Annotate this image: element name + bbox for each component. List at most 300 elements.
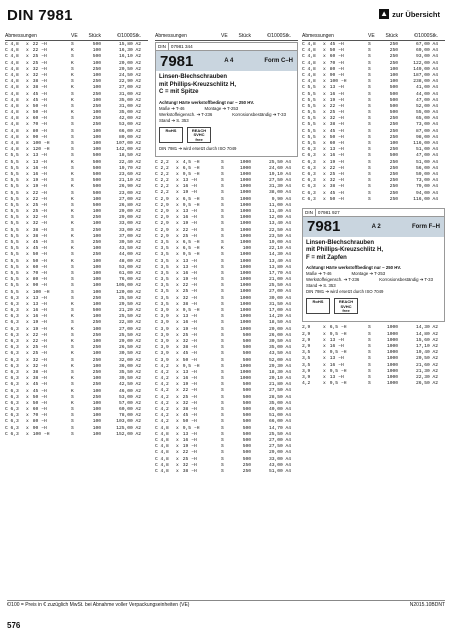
hardness-note: Achtung! Härte werkstoffbedingt nur ~ 250 HV. (159, 99, 254, 105)
dimension-cell: C 4,8 (5, 54, 19, 60)
length-cell: 25 (182, 456, 189, 462)
length-cell: 50 (32, 394, 39, 400)
price-cell: 76,00 A2 (118, 277, 141, 283)
times-cell: x (26, 72, 29, 78)
pack-type-cell: S (221, 376, 224, 382)
drive-cell: –H (191, 320, 197, 326)
length-cell: 19 (182, 190, 189, 196)
quantity-cell: 100 (389, 72, 398, 78)
table-row (302, 381, 445, 387)
quantity-cell: 100 (389, 79, 398, 85)
length-cell: 45 (32, 246, 39, 252)
times-cell: x (26, 363, 29, 369)
length-cell: 32 (329, 116, 336, 122)
drive-cell: –H (41, 369, 47, 375)
quantity-cell: 1000 (239, 209, 251, 214)
times-cell: x (26, 184, 29, 190)
times-cell: x (176, 320, 179, 326)
drive-cell: –H (341, 331, 347, 337)
quantity-cell: 1000 (239, 215, 251, 221)
dimension-cell: C 4,8 (5, 116, 19, 122)
pack-type-cell: S (221, 289, 224, 295)
dimension-cell: C 3,9 (155, 314, 169, 320)
drive-cell: –H (41, 60, 47, 66)
length-cell: 9,5 (329, 368, 339, 374)
dimension-cell: C 2,9 (155, 196, 169, 202)
price-cell: 26,50 A2 (118, 345, 141, 351)
length-cell: 32 (329, 178, 336, 184)
drive-cell: –H (41, 277, 47, 283)
ref-link-werkstoff[interactable]: Werkstoffeigensch. ➔ T-236 (306, 277, 360, 283)
dimension-cell: C 6,3 (5, 369, 19, 375)
overview-link[interactable] (379, 9, 440, 19)
pack-type-cell: S (221, 202, 224, 208)
times-cell: x (26, 326, 29, 332)
dimension-cell: C 5,5 (5, 283, 19, 289)
dimension-cell: C 6,3 (5, 388, 19, 394)
dimension-cell: C 4,2 (155, 369, 169, 375)
drive-cell: –H (191, 338, 197, 344)
drive-cell: –H (338, 343, 344, 349)
quantity-cell: 250 (242, 468, 251, 474)
drive-cell: –H (41, 153, 47, 159)
quantity-cell: 100 (92, 60, 101, 66)
dimension-cell: C 6,3 (302, 147, 316, 153)
price-cell: 51,00 A4 (415, 159, 438, 165)
ref-link-masse[interactable]: Maße ➔ T-46 (306, 271, 332, 277)
times-cell: x (26, 66, 29, 72)
times-cell: x (323, 116, 326, 122)
quantity-cell: 100 (92, 264, 101, 270)
dimension-cell: C 4,8 (155, 425, 169, 431)
quantity-cell: 500 (92, 202, 101, 208)
price-cell: 116,00 A4 (413, 196, 438, 202)
drive-cell: –H (338, 85, 344, 91)
price-cell: 14,30 A2 (415, 325, 438, 331)
dimension-cell: C 6,3 (5, 326, 19, 332)
dimension-cell: C 6,3 (5, 394, 19, 400)
quantity-cell: 1000 (239, 283, 251, 289)
length-cell: 19 (329, 97, 336, 103)
quantity-cell: 250 (92, 91, 101, 97)
stand-ref[interactable]: Stand ➔ S. 353 (306, 283, 336, 289)
ref-link-montage[interactable]: Montage ➔ T-253 (351, 271, 386, 277)
quantity-cell: 250 (389, 128, 398, 134)
times-cell: x (176, 258, 179, 264)
length-cell: 32 (32, 357, 39, 363)
price-cell: 53,00 A2 (118, 122, 141, 128)
quantity-cell: 1000 (386, 337, 398, 343)
length-cell: 22 (182, 450, 189, 456)
pack-type-cell: K (71, 326, 74, 332)
drive-cell: –H (41, 103, 47, 109)
price-cell: 94,00 A4 (415, 190, 438, 196)
pack-type-cell: S (221, 437, 224, 443)
times-cell: x (26, 357, 29, 363)
quantity-cell: 250 (92, 345, 101, 351)
pack-type-cell: S (71, 394, 74, 400)
times-cell: x (323, 343, 326, 349)
price-cell: 33,00 A4 (268, 456, 291, 462)
dimension-cell: C 4,8 (155, 437, 169, 443)
dimension-cell: C 3,9 (155, 357, 169, 363)
quantity-cell: 500 (242, 450, 251, 456)
pack-type-cell: S (221, 456, 224, 462)
price-cell: 25,50 A2 (118, 332, 141, 338)
dimension-cell: C 4,2 (155, 419, 169, 425)
drive-cell: –H (191, 431, 197, 437)
pack-type-cell: K (71, 363, 74, 369)
length-cell: 50 (32, 258, 39, 264)
drive-cell: –H (41, 165, 47, 171)
replacement-note: DIN 7981 ➔ wird ersetzt durch ISO 7049 (306, 289, 384, 295)
quantity-cell: 1000 (239, 308, 251, 313)
column-header: Abmessungen VE Stück €/1000Stk. (155, 33, 298, 41)
pack-type-cell: S (71, 413, 74, 419)
drive-cell: –H (338, 128, 344, 134)
length-cell: 25 (32, 209, 39, 215)
length-cell: 60 (329, 141, 336, 146)
times-cell: x (176, 233, 179, 239)
stand-ref[interactable]: Stand ➔ S. 353 (159, 117, 189, 123)
drive-cell: –H (194, 252, 200, 258)
length-cell: 25 (32, 345, 39, 351)
times-cell: x (176, 227, 179, 233)
dimension-cell: C 6,3 (302, 153, 316, 159)
pack-type-cell: S (368, 159, 371, 165)
times-cell: x (26, 332, 29, 338)
dimension-cell: C 5,5 (5, 289, 19, 295)
pack-type-cell: S (221, 450, 224, 456)
pack-type-cell: S (71, 134, 74, 140)
times-cell: x (323, 153, 326, 159)
length-cell: 38 (32, 233, 39, 239)
times-cell: x (176, 308, 179, 313)
dimension-cell: C 5,5 (5, 209, 19, 215)
quantity-cell: 1000 (239, 301, 251, 307)
price-cell: 29,00 A4 (268, 450, 291, 456)
length-cell: 25 (32, 351, 39, 357)
times-cell: x (176, 338, 179, 344)
length-cell: 6,5 (182, 246, 192, 252)
times-cell: x (26, 215, 29, 221)
price-cell: 22,10 A4 (268, 246, 291, 252)
length-cell: 19 (32, 320, 39, 326)
quantity-cell: 500 (242, 413, 251, 419)
pack-type-cell: S (221, 332, 224, 338)
footer (7, 600, 445, 608)
pack-type-cell: K (71, 246, 74, 252)
times-cell: x (26, 314, 29, 320)
times-cell: x (26, 264, 29, 270)
length-cell: 45 (182, 351, 189, 357)
price-cell: 35,00 A2 (118, 97, 141, 103)
price-cell: 19,40 A2 (415, 350, 438, 356)
times-cell: x (176, 437, 179, 443)
pack-type-cell: S (368, 54, 371, 60)
drive-cell: –H (341, 381, 347, 387)
times-cell: x (26, 413, 29, 419)
drive-cell: –H (191, 456, 197, 462)
price-cell: 44,00 A2 (118, 252, 141, 258)
drive-cell: –H (338, 147, 344, 153)
dimension-cell: C 4,8 (5, 72, 19, 78)
pack-type-cell: S (71, 42, 74, 47)
drive-cell: –H (41, 196, 47, 202)
drive-cell: –H (41, 48, 47, 54)
price-cell: 20,10 A4 (268, 376, 291, 382)
length-cell: 16 (32, 165, 39, 171)
length-cell: 70 (32, 413, 39, 419)
quantity-cell: 250 (389, 165, 398, 171)
pack-type-cell: S (71, 91, 74, 97)
quantity-cell: 250 (92, 394, 101, 400)
price-cell: 22,80 A2 (118, 320, 141, 326)
dimension-cell: C 5,5 (302, 97, 316, 103)
price-cell: 15,80 A2 (118, 42, 141, 47)
drive-cell: –H (194, 171, 200, 177)
length-cell: 70 (32, 270, 39, 276)
times-cell: x (26, 227, 29, 233)
quantity-cell: 500 (92, 171, 101, 177)
quantity-cell: 100 (242, 246, 251, 252)
price-cell: 11,00 A4 (268, 202, 291, 208)
dimension-cell: C 5,5 (302, 122, 316, 128)
table-row (302, 197, 445, 203)
drive-cell: –H (338, 171, 344, 177)
length-cell: 6,5 (182, 196, 192, 202)
pack-type-cell: S (71, 79, 74, 85)
product-number: 7981 (160, 52, 194, 70)
dimension-cell: C 4,8 (5, 110, 19, 116)
drive-cell: –H (338, 54, 344, 60)
quantity-cell: 100 (92, 407, 101, 413)
product-name: Linsen-Blechschrauben (306, 239, 375, 246)
price-cell: 107,00 A2 (116, 141, 141, 146)
length-cell: 16 (32, 308, 39, 314)
drive-cell: –H (41, 110, 47, 116)
quantity-cell: 100 (92, 425, 101, 431)
length-cell: 100 (32, 431, 42, 437)
price-cell: 14,70 A4 (268, 425, 291, 431)
times-cell: x (26, 79, 29, 85)
length-cell: 13 (32, 153, 39, 159)
length-cell: 16 (329, 153, 336, 159)
length-cell: 32 (32, 72, 39, 78)
length-cell: 22 (32, 196, 39, 202)
pack-type-cell: S (71, 227, 74, 233)
quantity-cell: 250 (389, 122, 398, 128)
dimension-cell: C 2,9 (155, 202, 169, 208)
quantity-cell: 1000 (239, 314, 251, 320)
quantity-cell: 100 (92, 400, 101, 406)
reach-badge: REACH SVHC free (187, 127, 211, 143)
price-cell: 21,60 A2 (415, 362, 438, 368)
dimension-cell: C 3,5 (155, 264, 169, 270)
price-cell: 42,00 A2 (118, 116, 141, 122)
drive-cell: –H (191, 227, 197, 233)
times-cell: x (323, 60, 326, 66)
ref-link-masse[interactable]: Maße ➔ T-46 (159, 105, 185, 111)
drive-cell: –H (41, 97, 47, 103)
pack-type-cell: S (221, 400, 224, 406)
dimension-cell: C 4,8 (302, 79, 316, 85)
price-cell: 14,20 A4 (268, 314, 291, 320)
length-cell: 38 (182, 345, 189, 351)
times-cell: x (176, 178, 179, 184)
times-cell: x (26, 345, 29, 351)
pack-type-cell: S (221, 159, 224, 165)
dimension-cell: C 5,5 (5, 227, 19, 233)
pack-type-cell: S (221, 431, 224, 437)
quantity-cell: 100 (92, 419, 101, 425)
rohs-badge: RoHS (306, 298, 330, 314)
drive-cell: –H (41, 190, 47, 196)
price-cell: 65,00 A4 (415, 116, 438, 122)
length-cell: 22 (32, 332, 39, 338)
ref-link-korrosion[interactable]: Korrosionsbeständig ➔ T-33 (379, 277, 433, 283)
pack-type-cell: S (221, 215, 224, 221)
quantity-cell: 1000 (239, 190, 251, 196)
quantity-cell: 500 (92, 42, 101, 47)
drive-cell: –H (41, 184, 47, 190)
times-cell: x (323, 196, 326, 202)
times-cell: x (323, 141, 326, 146)
pack-type-cell: K (221, 246, 224, 252)
ref-link-werkstoff[interactable]: Werkstoffeigensch. ➔ T-236 (159, 111, 213, 117)
price-cell: 13,40 A4 (268, 258, 291, 264)
drive-cell: –H (41, 227, 47, 233)
pack-type-cell: S (221, 277, 224, 283)
dimension-cell: C 5,5 (302, 128, 316, 134)
length-cell: 22 (182, 283, 189, 289)
quantity-cell: 1000 (386, 343, 398, 349)
drive-cell: –H (41, 54, 47, 60)
price-cell: 35,00 A4 (268, 400, 291, 406)
drive-cell: –H (41, 134, 47, 140)
quantity-cell: 250 (389, 171, 398, 177)
times-cell: x (26, 270, 29, 276)
dimension-cell: C 6,3 (302, 196, 316, 202)
quantity-cell: 500 (92, 190, 101, 196)
drive-cell: –H (191, 468, 197, 474)
price-cell: 15,60 A2 (415, 337, 438, 343)
drive-cell: –H (41, 283, 47, 289)
pack-type-cell: S (368, 147, 371, 153)
length-cell: 32 (182, 400, 189, 406)
pack-type-cell: S (221, 196, 224, 202)
pack-type-cell: K (71, 48, 74, 54)
times-cell: x (176, 357, 179, 363)
times-cell: x (176, 171, 179, 177)
drive-cell: –H (41, 264, 47, 270)
quantity-cell: 100 (92, 85, 101, 91)
pack-type-cell: S (368, 85, 371, 91)
length-cell: 32 (32, 363, 39, 369)
quantity-cell: 100 (389, 66, 398, 72)
quantity-cell: 250 (92, 252, 101, 258)
price-cell: 26,50 A2 (415, 381, 438, 387)
pack-type-cell: S (368, 325, 371, 331)
price-cell: 51,00 A4 (268, 468, 291, 474)
column-3 (302, 33, 445, 387)
product-name: mit Phillips-Kreuzschlitz H, (159, 81, 237, 88)
quantity-cell: 500 (389, 97, 398, 103)
price-cell: 60,00 A2 (118, 407, 141, 413)
pack-type-cell: K (71, 72, 74, 78)
times-cell: x (26, 246, 29, 252)
quantity-cell: 1000 (239, 184, 251, 190)
pack-type-cell: S (221, 444, 224, 450)
times-cell: x (176, 202, 179, 208)
quantity-cell: 100 (92, 221, 101, 227)
quantity-cell: 500 (92, 178, 101, 184)
times-cell: x (323, 72, 326, 78)
drive-cell: –H (338, 110, 344, 116)
quantity-cell: 1000 (239, 178, 251, 184)
drive-cell: –H (41, 388, 47, 394)
times-cell: x (176, 252, 179, 258)
length-cell: 100 (32, 289, 42, 295)
drive-cell: –H (194, 425, 200, 431)
length-cell: 13 (32, 301, 39, 307)
price-cell: 27,00 A2 (118, 85, 141, 91)
quantity-cell: 500 (242, 394, 251, 400)
dimension-cell: C 5,5 (302, 91, 316, 97)
quantity-cell: 1000 (239, 326, 251, 332)
quantity-cell: 1000 (239, 369, 251, 375)
price-cell: 27,00 A2 (118, 196, 141, 202)
length-cell: 16 (329, 343, 336, 349)
drive-cell: –H (191, 301, 197, 307)
quantity-cell: 100 (92, 97, 101, 103)
ref-link-korrosion[interactable]: Korrosionsbeständig ➔ T-33 (232, 111, 286, 117)
length-cell: 50 (32, 400, 39, 406)
pack-type-cell: S (71, 178, 74, 184)
drive-cell: –H (191, 209, 197, 214)
price-cell: 33,00 A2 (118, 227, 141, 233)
dimension-cell: C 6,3 (302, 178, 316, 184)
quantity-cell: 100 (92, 128, 101, 134)
price-cell: 44,00 A4 (415, 91, 438, 97)
times-cell: x (176, 159, 179, 165)
price-cell: 20,50 A2 (118, 66, 141, 72)
quantity-cell: 500 (242, 388, 251, 394)
times-cell: x (176, 190, 179, 196)
length-cell: 22 (329, 103, 336, 109)
drive-cell: –H (41, 91, 47, 97)
times-cell: x (26, 103, 29, 109)
dimension-cell: C 4,8 (5, 103, 19, 109)
pack-type-cell: S (71, 54, 74, 60)
times-cell: x (176, 215, 179, 221)
quantity-cell: 250 (389, 134, 398, 140)
price-cell: 22,40 A2 (118, 159, 141, 165)
drive-cell: –H (191, 326, 197, 332)
ref-link-montage[interactable]: Montage ➔ T-253 (204, 105, 239, 111)
drive-cell: –H (338, 48, 344, 54)
pack-type-cell: S (221, 351, 224, 357)
quantity-cell: 1000 (239, 295, 251, 301)
price-cell: 16,30 A2 (118, 48, 141, 54)
times-cell: x (26, 258, 29, 264)
length-cell: 38 (182, 407, 189, 412)
drive-cell: –H (338, 362, 344, 368)
pack-type-cell: S (71, 202, 74, 208)
drive-cell: –H (191, 184, 197, 190)
pack-type-cell: S (221, 338, 224, 344)
quantity-cell: 500 (92, 184, 101, 190)
